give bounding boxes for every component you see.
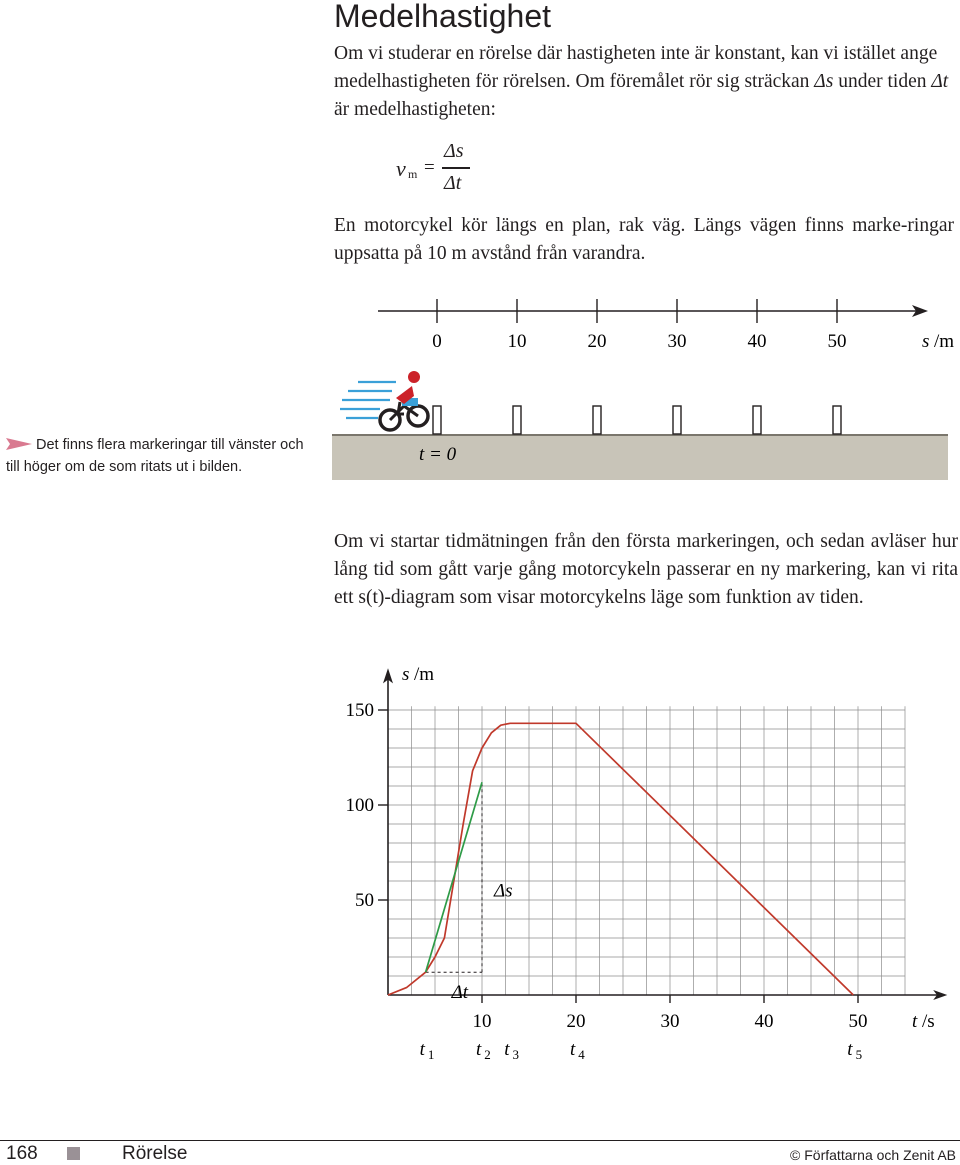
- formula-v: v: [396, 156, 406, 181]
- x-tick-label: 30: [660, 1011, 680, 1032]
- formula-numerator: Δs: [444, 140, 464, 162]
- delta-s-symbol: Δs: [814, 71, 834, 92]
- delta-t-symbol: Δt: [931, 71, 949, 92]
- y-axis-label-unit: /m: [414, 664, 435, 685]
- y-axis-label-var: s: [402, 664, 410, 685]
- y-tick-label: 150: [345, 700, 374, 721]
- time-marker-label: t $_5$: [847, 1039, 863, 1062]
- chart-grid: [388, 706, 905, 995]
- y-tick-label: 100: [345, 795, 374, 816]
- time-marker-label: t $_1$: [419, 1039, 435, 1062]
- road-axis-label-var: s: [922, 331, 930, 352]
- road-axis-tick-label: 40: [747, 331, 767, 352]
- page-title: Medelhastighet: [334, 0, 552, 34]
- road-axis-tick-label: 50: [827, 331, 847, 352]
- st-diagram: [330, 655, 955, 1075]
- diagram-paragraph: Om vi startar tidmätningen från den första markeringen, och sedan avläser hur lång tid som gått varje gång motorcykeln passerar en ny markering, kan vi rita ett s(t)-diagram som visar motorcykelns läge som funktion av tiden.: [334, 531, 958, 608]
- y-tick-label: 50: [355, 890, 374, 911]
- position-curve: [388, 723, 853, 995]
- tangent-line: [426, 782, 482, 972]
- road-marker-post: [513, 406, 521, 434]
- margin-note: [6, 434, 316, 478]
- intro-text-3: är medelhastigheten:: [334, 99, 496, 120]
- note-arrow-icon: [6, 438, 32, 450]
- intro-paragraph: [334, 40, 954, 124]
- delta-t-annotation: Δt: [451, 982, 469, 1004]
- formula-subscript: m: [408, 167, 418, 181]
- x-tick-label: 10: [472, 1011, 492, 1032]
- road-axis-tick-label: 10: [507, 331, 527, 352]
- time-marker-label: t $_4$: [570, 1039, 585, 1062]
- formula-fraction-bar: [442, 167, 470, 169]
- formula-equals: =: [424, 157, 435, 178]
- x-tick-label: 40: [754, 1011, 774, 1032]
- x-axis-label-unit: /s: [922, 1011, 935, 1032]
- road-axis-label-unit: /m: [934, 331, 955, 352]
- margin-note-text: Det finns flera markeringar till vänster och till höger om de som ritats ut i bilden.: [6, 437, 304, 475]
- copyright: © Författarna och Zenit AB: [790, 1147, 956, 1163]
- road-marker-post: [593, 406, 601, 434]
- road-axis-tick-label: 30: [667, 331, 687, 352]
- footer-square-icon: [67, 1147, 80, 1160]
- road-marker-post: [753, 406, 761, 434]
- speed-lines: [340, 382, 396, 418]
- road-figure: [320, 290, 960, 485]
- road-marker-post: [833, 406, 841, 434]
- footer-rule: [0, 1140, 960, 1141]
- road-marker-post: [433, 406, 441, 434]
- x-axis-label-var: t: [912, 1011, 918, 1032]
- road-time-label: t = 0: [419, 444, 457, 465]
- chart-axes: [378, 668, 947, 1003]
- chapter-name: Rörelse: [122, 1143, 188, 1164]
- time-marker-label: t $_2$: [476, 1039, 491, 1062]
- page-number: 168: [6, 1143, 38, 1164]
- road-marker-post: [673, 406, 681, 434]
- page-footer: [0, 1140, 960, 1165]
- average-speed-formula: [396, 140, 516, 200]
- road-axis-tick-label: 0: [432, 331, 442, 352]
- x-tick-label: 20: [566, 1011, 586, 1032]
- intro-text-1: Om vi studerar en rörelse där hastigheten inte är konstant, kan vi istället ange medelhastigheten för rörelsen. Om föremålet rör sig sträckan: [334, 43, 938, 92]
- road-axis-tick-label: 20: [587, 331, 607, 352]
- time-marker-label: t $_3$: [504, 1039, 519, 1062]
- delta-s-annotation: Δs: [494, 880, 513, 902]
- formula-denominator: Δt: [444, 172, 462, 194]
- x-tick-label: 50: [848, 1011, 868, 1032]
- motorcycle-paragraph: En motorcykel kör längs en plan, rak väg. Längs vägen finns marke-ringar uppsatta på 10 m avstånd från varandra.: [334, 215, 954, 264]
- intro-text-2: under tiden: [833, 71, 932, 92]
